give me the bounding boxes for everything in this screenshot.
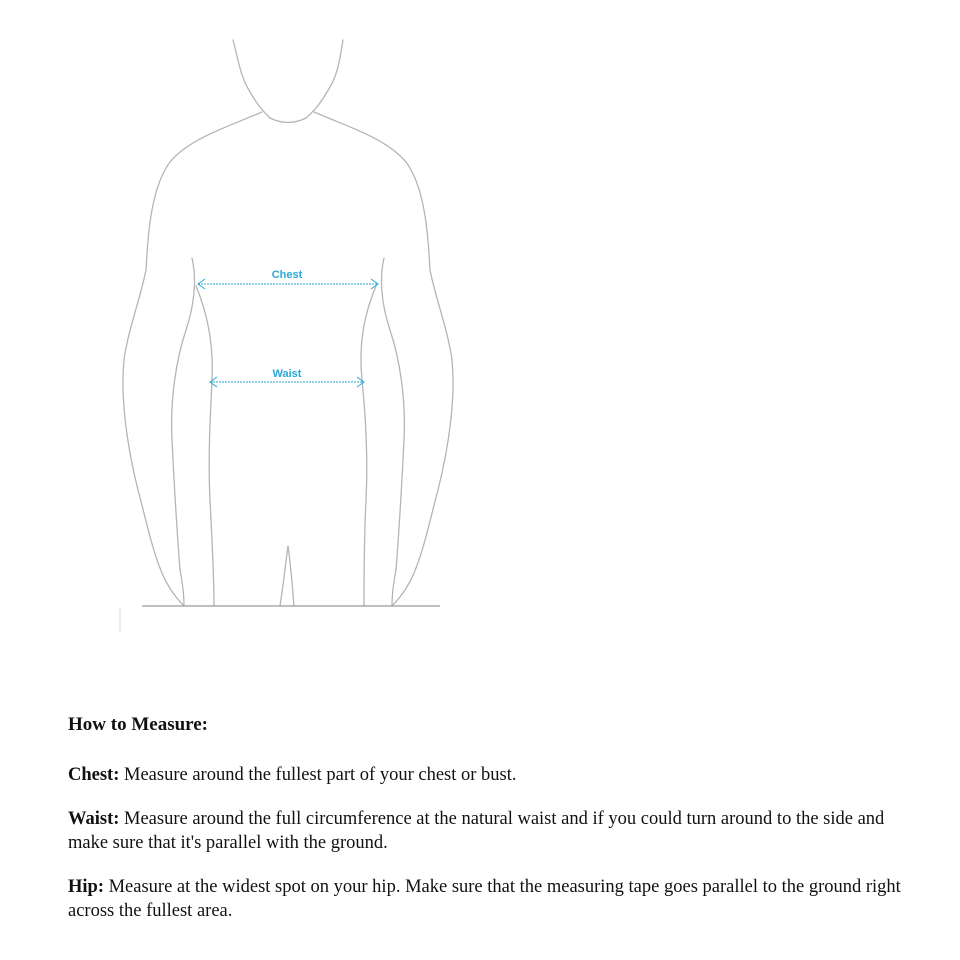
hip-term: Hip:	[68, 877, 104, 897]
chin-line	[270, 118, 306, 123]
torso-right-side	[361, 286, 376, 606]
left-arm-inner	[172, 258, 195, 570]
crotch-line	[280, 546, 294, 606]
hip-instruction	[68, 875, 928, 923]
chest-instruction-text: Measure around the fullest part of your chest or bust.	[124, 765, 517, 785]
left-arm-outer	[123, 112, 262, 568]
hip-instruction-text: Measure at the widest spot on your hip. Make sure that the measuring tape goes parallel to the ground right across the fullest area.	[68, 877, 901, 921]
neck-right-line	[306, 40, 343, 118]
waist-instruction-text: Measure around the full circumference at the natural waist and if you could turn around to the side and make sure that it's parallel with the ground.	[68, 809, 885, 853]
waist-term: Waist:	[68, 809, 120, 829]
torso-left-side	[196, 286, 214, 606]
right-arm-inner	[382, 258, 405, 570]
right-arm-outer	[314, 112, 453, 568]
neck-left-line	[233, 40, 270, 118]
measurement-instructions	[68, 714, 928, 943]
left-hand	[160, 568, 184, 606]
body-outline	[120, 40, 453, 632]
waist-instruction	[68, 807, 928, 855]
chest-instruction	[68, 763, 928, 787]
chest-label: Chest	[271, 269, 303, 281]
chest-term: Chest:	[68, 765, 120, 785]
right-hand	[392, 568, 416, 606]
waist-label: Waist	[272, 368, 302, 380]
instructions-heading: How to Measure:	[68, 714, 209, 735]
